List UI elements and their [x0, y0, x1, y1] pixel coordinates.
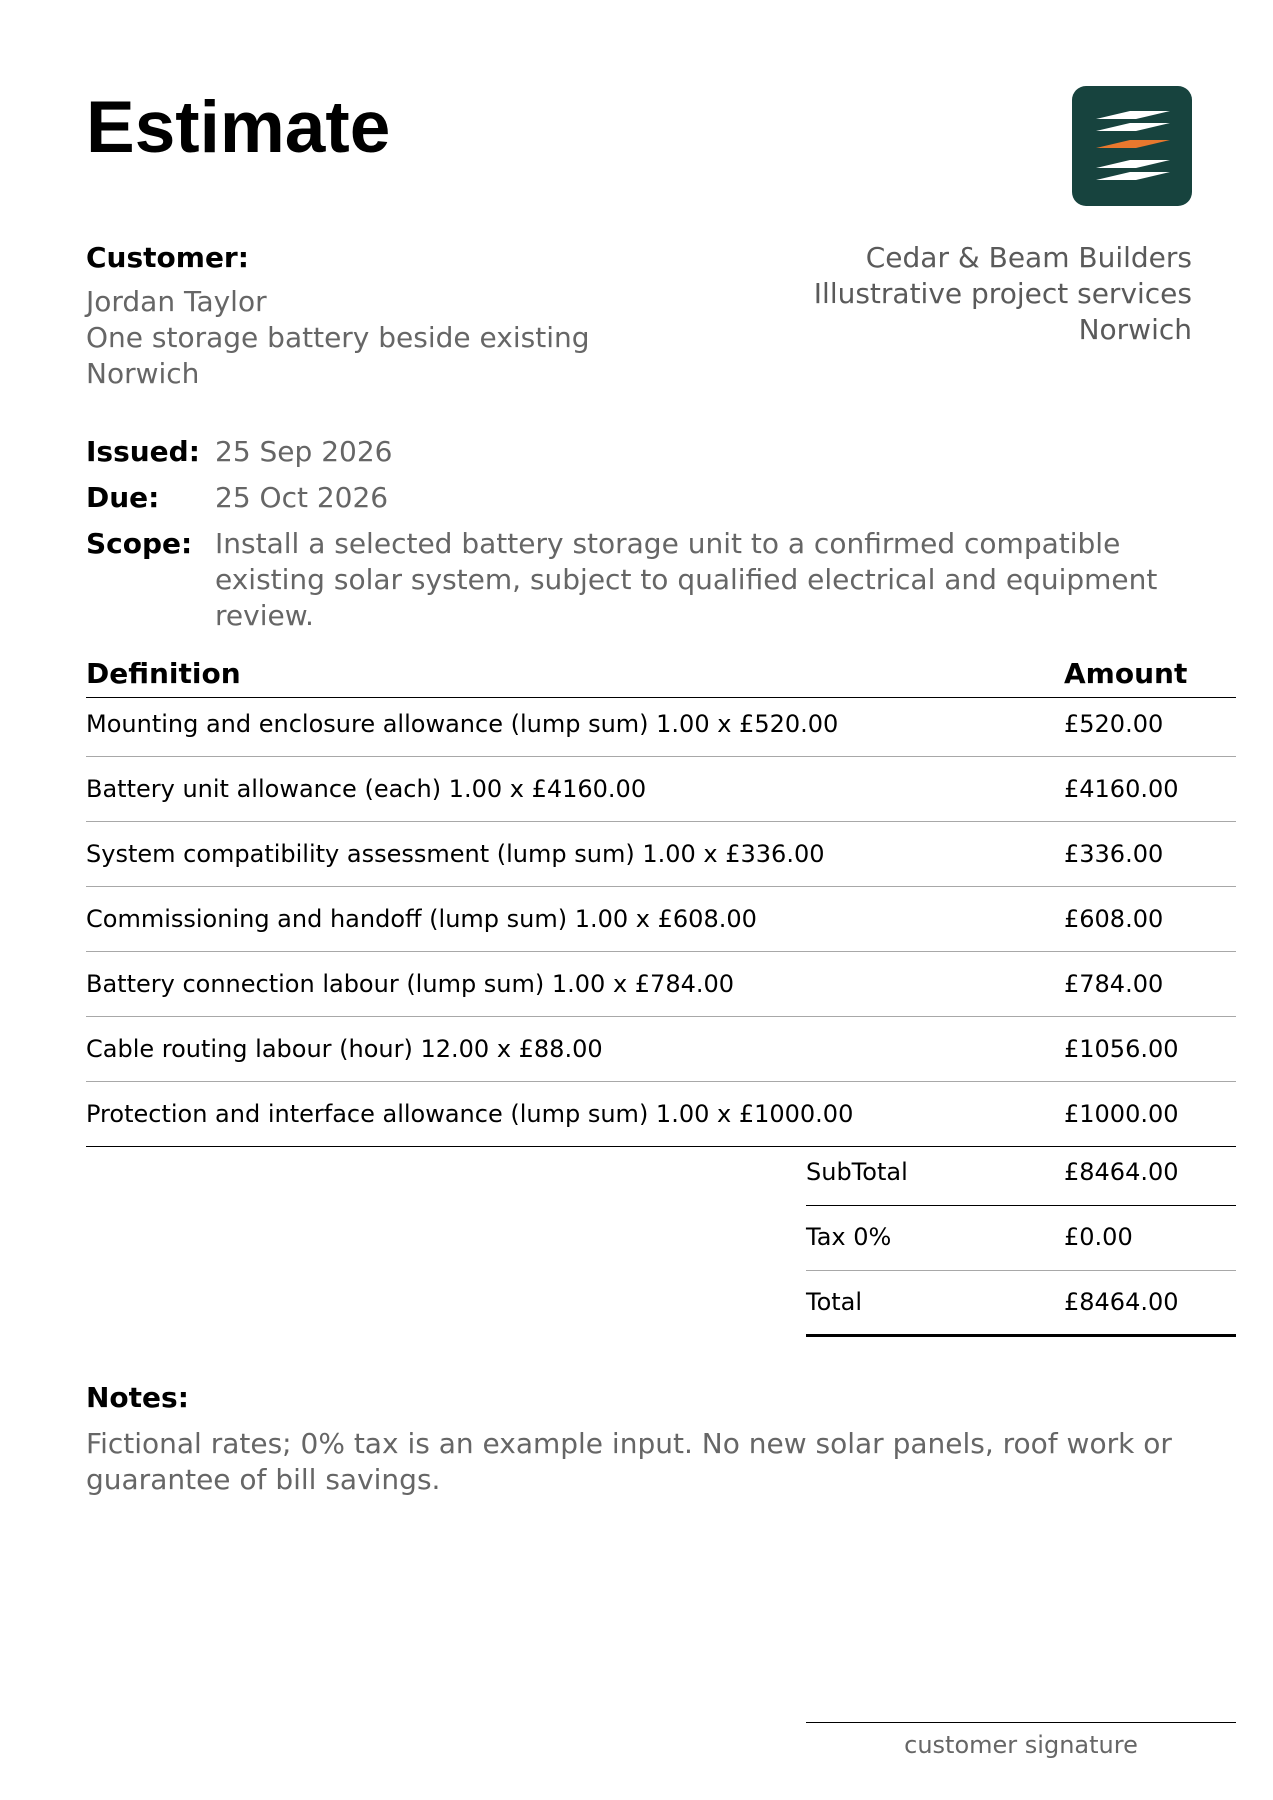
row-amount: £520.00	[1064, 710, 1164, 738]
tax-value: £0.00	[1064, 1223, 1133, 1251]
customer-city: Norwich	[86, 357, 200, 390]
row-amount: £608.00	[1064, 905, 1164, 933]
row-divider	[86, 1081, 1236, 1082]
row-divider	[86, 756, 1236, 757]
stacked-layers-logo-icon	[1072, 86, 1192, 206]
header-divider	[86, 697, 1236, 698]
row-amount: £336.00	[1064, 840, 1164, 868]
row-definition: System compatibility assessment (lump sum) 1.00 x £336.00	[86, 840, 825, 868]
tax-divider	[806, 1270, 1236, 1271]
notes-text: Fictional rates; 0% tax is an example input. No new solar panels, roof work or guarantee of bill savings.	[86, 1427, 1172, 1496]
row-amount: £4160.00	[1064, 775, 1179, 803]
row-definition: Commissioning and handoff (lump sum) 1.00 x £608.00	[86, 905, 757, 933]
row-amount: £1056.00	[1064, 1035, 1179, 1063]
document-title: Estimate	[86, 87, 391, 168]
customer-name: Jordan Taylor	[86, 285, 267, 318]
row-definition: Mounting and enclosure allowance (lump sum) 1.00 x £520.00	[86, 710, 839, 738]
total-divider	[806, 1334, 1236, 1337]
amount-column-header: Amount	[1064, 657, 1188, 690]
row-definition: Battery connection labour (lump sum) 1.00 x £784.00	[86, 970, 735, 998]
scope-label: Scope:	[86, 527, 193, 560]
issued-date: 25 Sep 2026	[215, 435, 393, 468]
row-divider	[86, 1016, 1236, 1017]
customer-details	[86, 284, 590, 392]
row-definition: Protection and interface allowance (lump sum) 1.00 x £1000.00	[86, 1100, 854, 1128]
company-city: Norwich	[1078, 313, 1192, 346]
total-label: Total	[806, 1288, 863, 1316]
definition-column-header: Definition	[86, 657, 241, 690]
row-amount: £1000.00	[1064, 1100, 1179, 1128]
table-end-divider	[86, 1146, 1236, 1147]
subtotal-value: £8464.00	[1064, 1158, 1179, 1186]
tax-label: Tax 0%	[806, 1223, 892, 1251]
company-info	[814, 240, 1192, 348]
total-value: £8464.00	[1064, 1288, 1179, 1316]
signature-line[interactable]	[806, 1722, 1236, 1723]
company-name: Cedar & Beam Builders	[865, 241, 1192, 274]
subtotal-divider	[806, 1205, 1236, 1206]
signature-label: customer signature	[904, 1731, 1138, 1759]
subtotal-label: SubTotal	[806, 1158, 908, 1186]
row-definition: Battery unit allowance (each) 1.00 x £4160.00	[86, 775, 647, 803]
company-tagline: Illustrative project services	[813, 277, 1192, 310]
row-divider	[86, 886, 1236, 887]
row-definition: Cable routing labour (hour) 12.00 x £88.00	[86, 1035, 603, 1063]
due-label: Due:	[86, 481, 160, 514]
customer-project: One storage battery beside existing	[86, 321, 590, 354]
notes-heading: Notes:	[86, 1381, 189, 1414]
row-divider	[86, 951, 1236, 952]
row-amount: £784.00	[1064, 970, 1164, 998]
customer-heading: Customer:	[86, 241, 249, 274]
scope-text: Install a selected battery storage unit to a confirmed compatible existing solar system, subject to qualified electrical and equipment review.	[215, 527, 1158, 632]
row-divider	[86, 821, 1236, 822]
issued-label: Issued:	[86, 435, 200, 468]
due-date: 25 Oct 2026	[215, 481, 389, 514]
